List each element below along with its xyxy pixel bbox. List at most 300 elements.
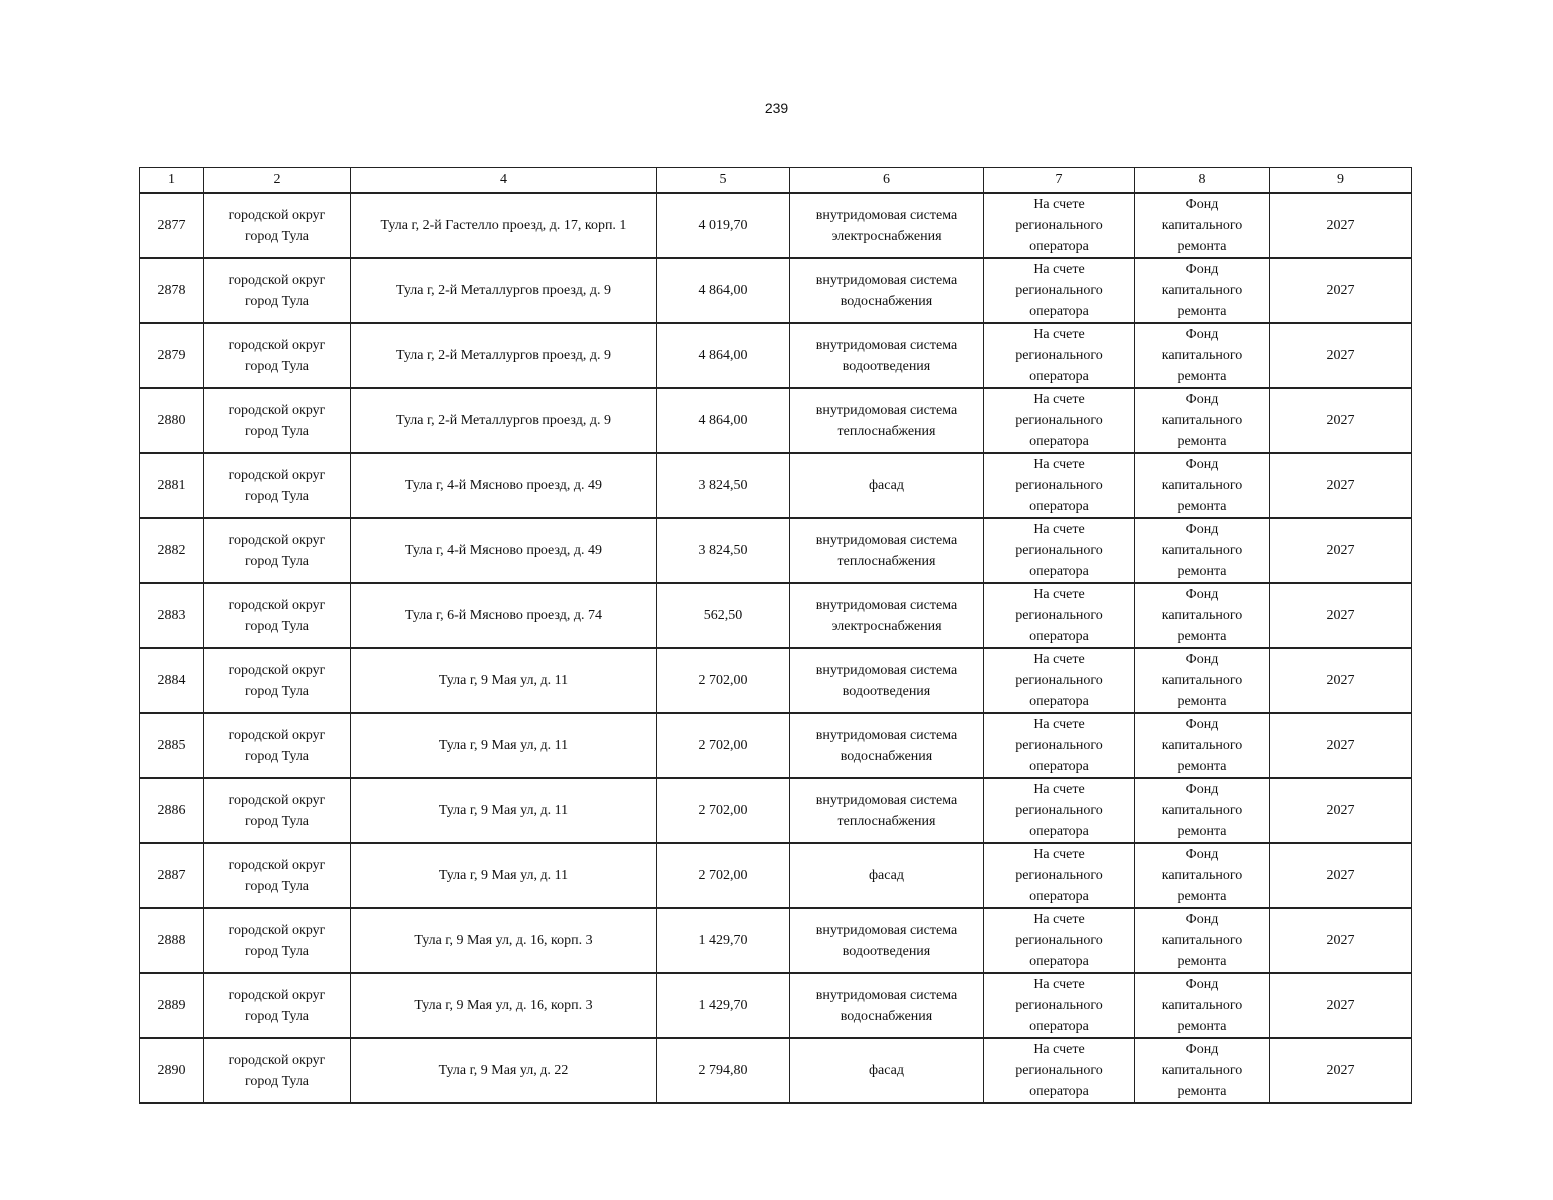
area-cell	[657, 258, 790, 323]
area-cell	[657, 778, 790, 843]
year-cell-line: 2027	[1326, 803, 1355, 818]
year-cell	[1270, 583, 1412, 648]
municipality-cell	[204, 973, 351, 1038]
row-number-cell	[140, 778, 204, 843]
work-type-cell-line: теплоснабжения	[837, 813, 936, 829]
account-cell	[984, 908, 1135, 973]
account-cell-line: оператора	[1029, 694, 1089, 709]
row-number-cell-line: 2883	[157, 608, 186, 623]
year-cell-line: 2027	[1326, 868, 1355, 883]
funding-source-cell	[1135, 453, 1270, 518]
year-cell-line: 2027	[1326, 218, 1355, 233]
area-cell	[657, 973, 790, 1038]
table-row	[140, 713, 1412, 778]
work-type-cell-line: водоснабжения	[840, 293, 933, 309]
funding-source-cell-line: ремонта	[1177, 369, 1227, 384]
funding-source-cell-line: ремонта	[1177, 564, 1227, 579]
funding-source-cell	[1135, 778, 1270, 843]
funding-source-cell-line: Фонд	[1185, 457, 1219, 472]
year-cell	[1270, 908, 1412, 973]
account-cell-line: регионального	[1015, 608, 1103, 623]
work-type-cell	[790, 713, 984, 778]
year-cell	[1270, 973, 1412, 1038]
account-cell-line: регионального	[1015, 478, 1103, 493]
work-type-cell	[790, 648, 984, 713]
area-cell-line: 2 702,00	[698, 738, 748, 753]
funding-source-cell-line: капитального	[1161, 478, 1243, 493]
account-cell-line: На счете	[1033, 847, 1085, 862]
column-header: 1	[140, 168, 204, 194]
address-cell	[351, 778, 657, 843]
funding-source-cell-line: Фонд	[1185, 652, 1219, 667]
funding-source-cell	[1135, 583, 1270, 648]
funding-source-cell-line: ремонта	[1177, 954, 1227, 969]
year-cell-line: 2027	[1326, 738, 1355, 753]
year-cell	[1270, 1038, 1412, 1103]
table-row	[140, 648, 1412, 713]
table-row	[140, 908, 1412, 973]
funding-source-cell-line: капитального	[1161, 608, 1243, 623]
account-cell-line: На счете	[1033, 197, 1085, 212]
account-cell-line: регионального	[1015, 738, 1103, 753]
funding-source-cell-line: Фонд	[1185, 977, 1219, 992]
account-cell-line: На счете	[1033, 327, 1085, 342]
work-type-cell-line: водоотведения	[842, 943, 931, 959]
table-body	[140, 193, 1412, 1103]
area-cell	[657, 1038, 790, 1103]
account-cell-line: оператора	[1029, 954, 1089, 969]
municipality-cell	[204, 713, 351, 778]
year-cell	[1270, 713, 1412, 778]
funding-source-cell	[1135, 973, 1270, 1038]
funding-source-cell-line: Фонд	[1185, 587, 1219, 602]
account-cell-line: регионального	[1015, 933, 1103, 948]
funding-source-cell-line: ремонта	[1177, 434, 1227, 449]
address-cell	[351, 648, 657, 713]
funding-source-cell-line: ремонта	[1177, 824, 1227, 839]
account-cell-line: оператора	[1029, 239, 1089, 254]
work-type-cell	[790, 258, 984, 323]
funding-source-cell	[1135, 713, 1270, 778]
table-row	[140, 1038, 1412, 1103]
account-cell-line: регионального	[1015, 673, 1103, 688]
account-cell-line: регионального	[1015, 803, 1103, 818]
table-row	[140, 453, 1412, 518]
work-type-cell-line: внутридомовая система	[815, 532, 958, 548]
funding-source-cell-line: капитального	[1161, 543, 1243, 558]
work-type-cell-line: внутридомовая система	[815, 272, 958, 288]
municipality-cell	[204, 1038, 351, 1103]
funding-source-cell-line: капитального	[1161, 998, 1243, 1013]
municipality-cell-line: городской округ	[228, 662, 326, 678]
account-cell-line: регионального	[1015, 348, 1103, 363]
address-cell	[351, 583, 657, 648]
area-cell	[657, 713, 790, 778]
area-cell-line: 2 702,00	[698, 803, 748, 818]
funding-source-cell-line: Фонд	[1185, 392, 1219, 407]
funding-source-cell	[1135, 518, 1270, 583]
row-number-cell	[140, 258, 204, 323]
funding-source-cell-line: ремонта	[1177, 499, 1227, 514]
row-number-cell-line: 2888	[157, 933, 186, 948]
address-cell-line: Тула г, 4-й Мясново проезд, д. 49	[405, 478, 602, 493]
funding-source-cell-line: капитального	[1161, 868, 1243, 883]
column-header: 6	[790, 168, 984, 194]
work-type-cell-line: водоснабжения	[840, 748, 933, 764]
funding-source-cell-line: ремонта	[1177, 1084, 1227, 1099]
row-number-cell	[140, 583, 204, 648]
funding-source-cell-line: ремонта	[1177, 304, 1227, 319]
area-cell	[657, 843, 790, 908]
area-cell-line: 1 429,70	[698, 998, 748, 1013]
account-cell-line: На счете	[1033, 717, 1085, 732]
municipality-cell-line: город Тула	[244, 358, 310, 374]
municipality-cell	[204, 193, 351, 258]
year-cell-line: 2027	[1326, 348, 1355, 363]
row-number-cell	[140, 973, 204, 1038]
funding-source-cell-line: Фонд	[1185, 782, 1219, 797]
account-cell-line: оператора	[1029, 629, 1089, 644]
table-row	[140, 193, 1412, 258]
municipality-cell-line: город Тула	[244, 293, 310, 309]
address-cell-line: Тула г, 9 Мая ул, д. 11	[438, 868, 569, 883]
account-cell	[984, 518, 1135, 583]
account-cell-line: На счете	[1033, 457, 1085, 472]
row-number-cell-line: 2878	[157, 283, 186, 298]
table-row	[140, 583, 1412, 648]
funding-source-cell-line: ремонта	[1177, 889, 1227, 904]
funding-source-cell-line: капитального	[1161, 738, 1243, 753]
municipality-cell-line: городской округ	[228, 857, 326, 873]
address-cell-line: Тула г, 9 Мая ул, д. 22	[438, 1063, 569, 1078]
row-number-cell-line: 2886	[157, 803, 186, 818]
table-row	[140, 973, 1412, 1038]
municipality-cell-line: город Тула	[244, 618, 310, 634]
funding-source-cell-line: капитального	[1161, 673, 1243, 688]
funding-source-cell	[1135, 193, 1270, 258]
account-cell	[984, 583, 1135, 648]
table-row	[140, 388, 1412, 453]
work-type-cell-line: внутридомовая система	[815, 402, 958, 418]
address-cell-line: Тула г, 9 Мая ул, д. 11	[438, 803, 569, 818]
municipality-cell-line: городской округ	[228, 922, 326, 938]
funding-source-cell-line: ремонта	[1177, 1019, 1227, 1034]
account-cell-line: На счете	[1033, 1042, 1085, 1057]
address-cell-line: Тула г, 2-й Металлургов проезд, д. 9	[396, 413, 611, 428]
row-number-cell-line: 2880	[157, 413, 186, 428]
row-number-cell	[140, 843, 204, 908]
municipality-cell-line: город Тула	[244, 553, 310, 569]
area-cell	[657, 908, 790, 973]
funding-source-cell-line: Фонд	[1185, 717, 1219, 732]
address-cell	[351, 453, 657, 518]
municipality-cell-line: городской округ	[228, 532, 326, 548]
year-cell	[1270, 453, 1412, 518]
address-cell-line: Тула г, 4-й Мясново проезд, д. 49	[405, 543, 602, 558]
year-cell	[1270, 778, 1412, 843]
year-cell-line: 2027	[1326, 673, 1355, 688]
work-type-cell	[790, 1038, 984, 1103]
year-cell-line: 2027	[1326, 478, 1355, 493]
work-type-cell	[790, 908, 984, 973]
work-type-cell	[790, 388, 984, 453]
funding-source-cell-line: Фонд	[1185, 847, 1219, 862]
area-cell-line: 4 864,00	[698, 413, 748, 428]
work-type-cell-line: водоотведения	[842, 683, 931, 699]
work-type-cell-line: внутридомовая система	[815, 727, 958, 743]
account-cell-line: оператора	[1029, 369, 1089, 384]
municipality-cell-line: город Тула	[244, 748, 310, 764]
area-cell	[657, 388, 790, 453]
account-cell	[984, 323, 1135, 388]
municipality-cell	[204, 453, 351, 518]
funding-source-cell	[1135, 388, 1270, 453]
area-cell-line: 2 702,00	[698, 673, 748, 688]
year-cell-line: 2027	[1326, 998, 1355, 1013]
area-cell	[657, 323, 790, 388]
work-type-cell	[790, 843, 984, 908]
account-cell-line: оператора	[1029, 564, 1089, 579]
work-type-cell	[790, 778, 984, 843]
address-cell	[351, 973, 657, 1038]
table-row	[140, 843, 1412, 908]
column-header: 8	[1135, 168, 1270, 194]
funding-source-cell	[1135, 843, 1270, 908]
municipality-cell-line: городской округ	[228, 792, 326, 808]
area-cell-line: 3 824,50	[698, 478, 748, 493]
work-type-cell	[790, 973, 984, 1038]
table-row	[140, 323, 1412, 388]
account-cell	[984, 713, 1135, 778]
account-cell-line: оператора	[1029, 1084, 1089, 1099]
page-number: 239	[764, 100, 789, 116]
area-cell-line: 4 864,00	[698, 283, 748, 298]
area-cell-line: 4 864,00	[698, 348, 748, 363]
municipality-cell-line: городской округ	[228, 402, 326, 418]
area-cell	[657, 193, 790, 258]
address-cell	[351, 193, 657, 258]
funding-source-cell	[1135, 323, 1270, 388]
address-cell	[351, 258, 657, 323]
year-cell	[1270, 193, 1412, 258]
table-row	[140, 258, 1412, 323]
table-row	[140, 778, 1412, 843]
municipality-cell-line: город Тула	[244, 878, 310, 894]
account-cell-line: оператора	[1029, 824, 1089, 839]
funding-source-cell-line: Фонд	[1185, 262, 1219, 277]
account-cell-line: оператора	[1029, 1019, 1089, 1034]
funding-source-cell-line: Фонд	[1185, 912, 1219, 927]
work-type-cell-line: внутридомовая система	[815, 597, 958, 613]
row-number-cell	[140, 388, 204, 453]
municipality-cell-line: городской округ	[228, 337, 326, 353]
address-cell	[351, 1038, 657, 1103]
year-cell	[1270, 388, 1412, 453]
column-header: 9	[1270, 168, 1412, 194]
work-type-cell-line: фасад	[868, 868, 904, 883]
row-number-cell-line: 2889	[157, 998, 186, 1013]
municipality-cell-line: город Тула	[244, 1008, 310, 1024]
row-number-cell	[140, 648, 204, 713]
account-cell	[984, 453, 1135, 518]
row-number-cell-line: 2881	[157, 478, 186, 493]
account-cell-line: регионального	[1015, 543, 1103, 558]
row-number-cell	[140, 908, 204, 973]
column-header: 2	[204, 168, 351, 194]
year-cell-line: 2027	[1326, 543, 1355, 558]
row-number-cell-line: 2890	[157, 1063, 186, 1078]
year-cell-line: 2027	[1326, 608, 1355, 623]
work-type-cell-line: внутридомовая система	[815, 987, 958, 1003]
funding-source-cell-line: капитального	[1161, 348, 1243, 363]
account-cell-line: регионального	[1015, 283, 1103, 298]
account-cell-line: регионального	[1015, 218, 1103, 233]
account-cell-line: оператора	[1029, 434, 1089, 449]
address-cell	[351, 323, 657, 388]
row-number-cell-line: 2884	[157, 673, 186, 688]
address-cell	[351, 843, 657, 908]
account-cell	[984, 648, 1135, 713]
row-number-cell	[140, 323, 204, 388]
year-cell	[1270, 258, 1412, 323]
work-type-cell-line: теплоснабжения	[837, 423, 936, 439]
funding-source-cell	[1135, 648, 1270, 713]
account-cell-line: На счете	[1033, 522, 1085, 537]
funding-source-cell	[1135, 1038, 1270, 1103]
municipality-cell-line: городской округ	[228, 1052, 326, 1068]
account-cell	[984, 778, 1135, 843]
account-cell-line: регионального	[1015, 998, 1103, 1013]
funding-source-cell-line: капитального	[1161, 1063, 1243, 1078]
municipality-cell	[204, 323, 351, 388]
account-cell-line: На счете	[1033, 977, 1085, 992]
municipality-cell	[204, 258, 351, 323]
municipality-cell	[204, 908, 351, 973]
work-type-cell-line: внутридомовая система	[815, 662, 958, 678]
funding-source-cell	[1135, 908, 1270, 973]
account-cell	[984, 973, 1135, 1038]
work-type-cell-line: электроснабжения	[831, 228, 942, 244]
funding-source-cell-line: капитального	[1161, 218, 1243, 233]
address-cell-line: Тула г, 9 Мая ул, д. 11	[438, 738, 569, 753]
address-cell	[351, 908, 657, 973]
municipality-cell	[204, 648, 351, 713]
municipality-cell-line: город Тула	[244, 488, 310, 504]
work-type-cell-line: внутридомовая система	[815, 207, 958, 223]
row-number-cell-line: 2879	[157, 348, 186, 363]
account-cell-line: регионального	[1015, 868, 1103, 883]
work-type-cell	[790, 453, 984, 518]
row-number-cell-line: 2885	[157, 738, 186, 753]
account-cell-line: регионального	[1015, 1063, 1103, 1078]
work-type-cell-line: фасад	[868, 1063, 904, 1078]
work-type-cell-line: внутридомовая система	[815, 922, 958, 938]
row-number-cell	[140, 453, 204, 518]
funding-source-cell	[1135, 258, 1270, 323]
column-header: 7	[984, 168, 1135, 194]
funding-source-cell-line: Фонд	[1185, 197, 1219, 212]
address-cell-line: Тула г, 9 Мая ул, д. 16, корп. 3	[414, 998, 593, 1013]
account-cell-line: оператора	[1029, 759, 1089, 774]
municipality-cell-line: город Тула	[244, 943, 310, 959]
account-cell-line: На счете	[1033, 912, 1085, 927]
address-cell-line: Тула г, 2-й Металлургов проезд, д. 9	[396, 348, 611, 363]
account-cell	[984, 1038, 1135, 1103]
row-number-cell-line: 2877	[157, 218, 186, 233]
municipality-cell-line: городской округ	[228, 597, 326, 613]
area-cell-line: 2 794,80	[698, 1063, 748, 1078]
year-cell	[1270, 518, 1412, 583]
account-cell-line: регионального	[1015, 413, 1103, 428]
work-type-cell-line: электроснабжения	[831, 618, 942, 634]
area-cell-line: 562,50	[703, 608, 743, 623]
address-cell-line: Тула г, 9 Мая ул, д. 16, корп. 3	[414, 933, 593, 948]
municipality-cell	[204, 518, 351, 583]
work-type-cell-line: внутридомовая система	[815, 792, 958, 808]
account-cell-line: оператора	[1029, 889, 1089, 904]
municipality-cell-line: город Тула	[244, 683, 310, 699]
account-cell-line: оператора	[1029, 304, 1089, 319]
account-cell	[984, 193, 1135, 258]
account-cell	[984, 258, 1135, 323]
account-cell	[984, 388, 1135, 453]
municipality-cell	[204, 388, 351, 453]
year-cell-line: 2027	[1326, 413, 1355, 428]
address-cell	[351, 713, 657, 778]
year-cell	[1270, 843, 1412, 908]
year-cell-line: 2027	[1326, 283, 1355, 298]
work-type-cell	[790, 518, 984, 583]
address-cell	[351, 388, 657, 453]
funding-source-cell-line: Фонд	[1185, 327, 1219, 342]
municipality-cell	[204, 583, 351, 648]
address-cell-line: Тула г, 2-й Гастелло проезд, д. 17, корп. 1	[380, 218, 627, 233]
row-number-cell-line: 2887	[157, 868, 186, 883]
work-type-cell-line: внутридомовая система	[815, 337, 958, 353]
account-cell-line: На счете	[1033, 587, 1085, 602]
funding-source-cell-line: ремонта	[1177, 694, 1227, 709]
area-cell-line: 1 429,70	[698, 933, 748, 948]
funding-source-cell-line: ремонта	[1177, 239, 1227, 254]
work-type-cell-line: теплоснабжения	[837, 553, 936, 569]
funding-source-cell-line: капитального	[1161, 933, 1243, 948]
municipality-cell-line: городской округ	[228, 272, 326, 288]
account-cell-line: На счете	[1033, 652, 1085, 667]
account-cell-line: На счете	[1033, 782, 1085, 797]
area-cell	[657, 453, 790, 518]
year-cell-line: 2027	[1326, 933, 1355, 948]
municipality-cell	[204, 778, 351, 843]
row-number-cell	[140, 713, 204, 778]
work-type-cell	[790, 323, 984, 388]
funding-source-cell-line: капитального	[1161, 283, 1243, 298]
address-cell-line: Тула г, 2-й Металлургов проезд, д. 9	[396, 283, 611, 298]
account-cell-line: оператора	[1029, 499, 1089, 514]
municipality-cell-line: город Тула	[244, 813, 310, 829]
address-cell-line: Тула г, 6-й Мясново проезд, д. 74	[405, 608, 602, 623]
work-type-cell-line: фасад	[868, 478, 904, 493]
work-type-cell	[790, 193, 984, 258]
funding-source-cell-line: Фонд	[1185, 522, 1219, 537]
work-type-cell-line: водоснабжения	[840, 1008, 933, 1024]
column-header: 4	[351, 168, 657, 194]
work-type-cell-line: водоотведения	[842, 358, 931, 374]
row-number-cell	[140, 518, 204, 583]
row-number-cell-line: 2882	[157, 543, 186, 558]
area-cell	[657, 518, 790, 583]
municipality-cell	[204, 843, 351, 908]
account-cell-line: На счете	[1033, 262, 1085, 277]
